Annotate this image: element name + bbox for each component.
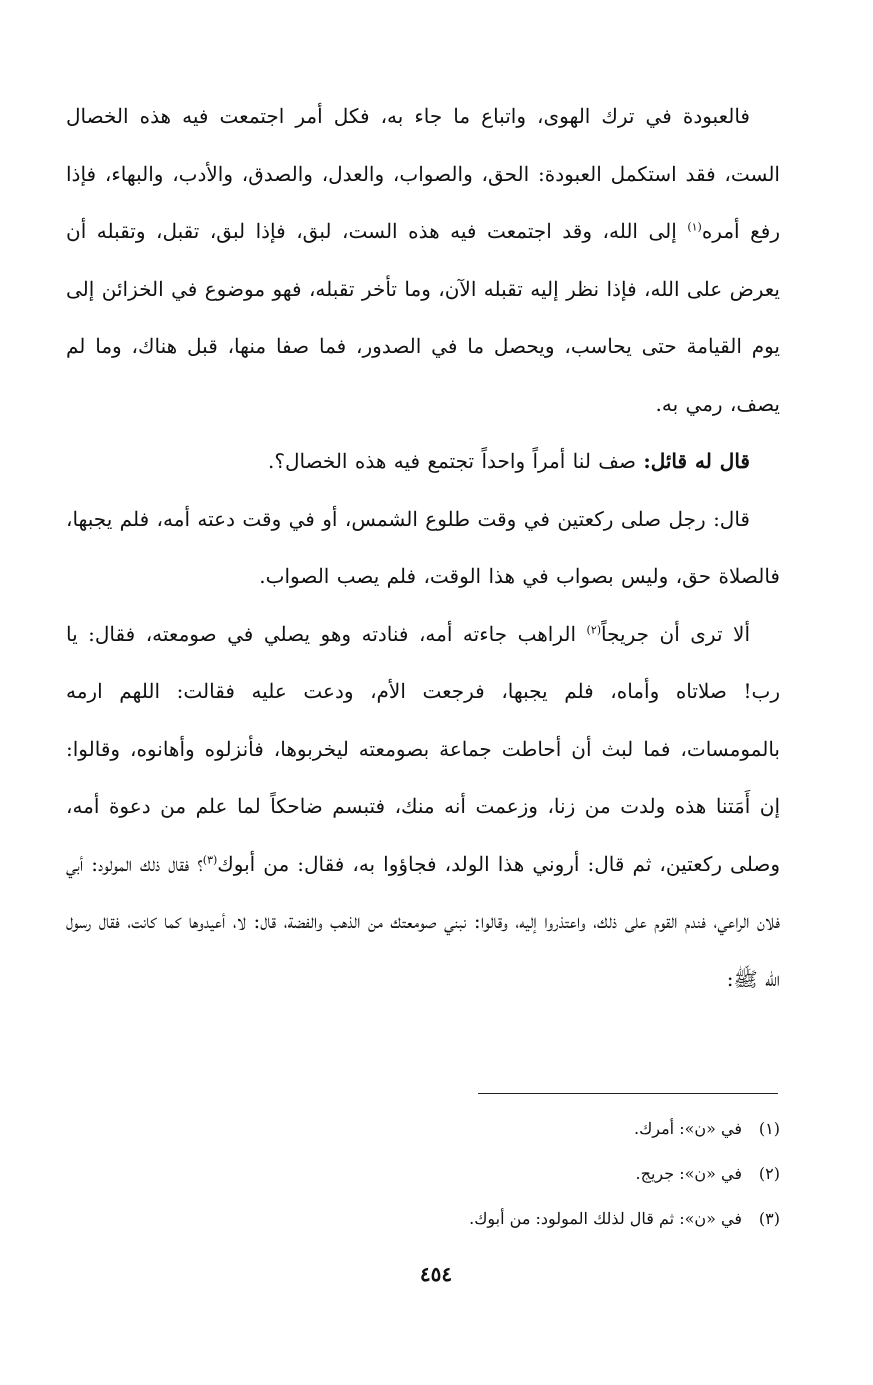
footnote-3: [200, 1196, 780, 1241]
footnote-number: (٣): [758, 1209, 780, 1228]
footnote-marker-1[interactable]: (١): [687, 220, 702, 234]
footnote-marker-2[interactable]: (٢): [586, 622, 602, 636]
footnote-2: [200, 1151, 780, 1196]
paragraph-text: ألا ترى أن جريجاً: [601, 621, 750, 646]
footnote-text: في «ن»: ثم قال لذلك المولود: من أبوك.: [469, 1209, 742, 1228]
footnote-marker-3[interactable]: (٣): [202, 852, 218, 866]
paragraph-question: [66, 433, 780, 491]
footnote-text: في «ن»: أمرك.: [634, 1119, 742, 1138]
paragraph-worship: [66, 88, 780, 433]
footnote-text: في «ن»: جريج.: [635, 1164, 742, 1183]
paragraph-text: صف لنا أمراً واحداً تجتمع فيه هذه الخصال؟.: [267, 449, 644, 473]
footnotes: [200, 1106, 780, 1241]
paragraph-lead: قال له قائل:: [643, 449, 750, 473]
paragraph-text-continued: الراهب جاءته أمه، فنادته وهو يصلي في صومعته، فقال: يا رب! صلاتاه وأماه، فلم يجبها، فرجعت الأم، ودعت عليه فقالت: اللهم ارمه بالمومسات، فما لبث أن أحاطت جماعة بصومعته ليخربوها، فأنزلوه وأهانوه، وقالوا: إن أَمَتنا هذه ولدت من زنا، وزعمت أنه منك، فتبسم ضاحكاً لما علم من دعوة أمه، وصلى ركعتين، ثم قال: أروني هذا الولد، فجاؤوا به، فقال: من أبوك: [66, 621, 781, 876]
paragraph-answer: [66, 491, 780, 606]
footnote-1: [200, 1106, 780, 1151]
paragraph-text-end: ؟ فقال ذلك المولود: أبي فلان الراعي، فندم القوم على ذلك، واعتذروا إليه، وقالوا: نبني صومعتك من الذهب والفضة، قال: لا، أعيدوها كما كانت، فقال رسول الله ﷺ:: [66, 851, 780, 991]
footnote-separator: [478, 1093, 778, 1094]
paragraph-text-continued: إلى الله، وقد اجتمعت فيه هذه الست، لبق، فإذا لبق، تقبل، وتقبله أن يعرض على الله، فإذا نظر إليه تقبله الآن، وما تأخر تقبله، فهو موضوع في الخزائن إلى يوم القيامة حتى يحاسب، ويحصل ما في الصدور، فما صفا منها، قبل هناك، وما لم يصف، رمي به.: [66, 219, 780, 416]
footnote-number: (١): [758, 1119, 780, 1138]
paragraph-jurayj: [66, 606, 780, 1009]
footnote-number: (٢): [758, 1164, 780, 1183]
main-text: [66, 88, 780, 1008]
paragraph-text: قال: رجل صلى ركعتين في وقت طلوع الشمس، أو في وقت دعته أمه، فلم يجبها، فالصلاة حق، وليس بصواب في هذا الوقت، فلم يصب الصواب.: [66, 506, 780, 588]
page-number: ٤٥٤: [419, 1262, 453, 1286]
paragraph-text: فالعبودة في ترك الهوى، واتباع ما جاء به، فكل أمر اجتمعت فيه هذه الخصال الست، فقد استكمل العبودة: الحق، والصواب، والعدل، والصدق، والأدب، والبهاء، فإذا رفع أمره: [66, 104, 780, 243]
